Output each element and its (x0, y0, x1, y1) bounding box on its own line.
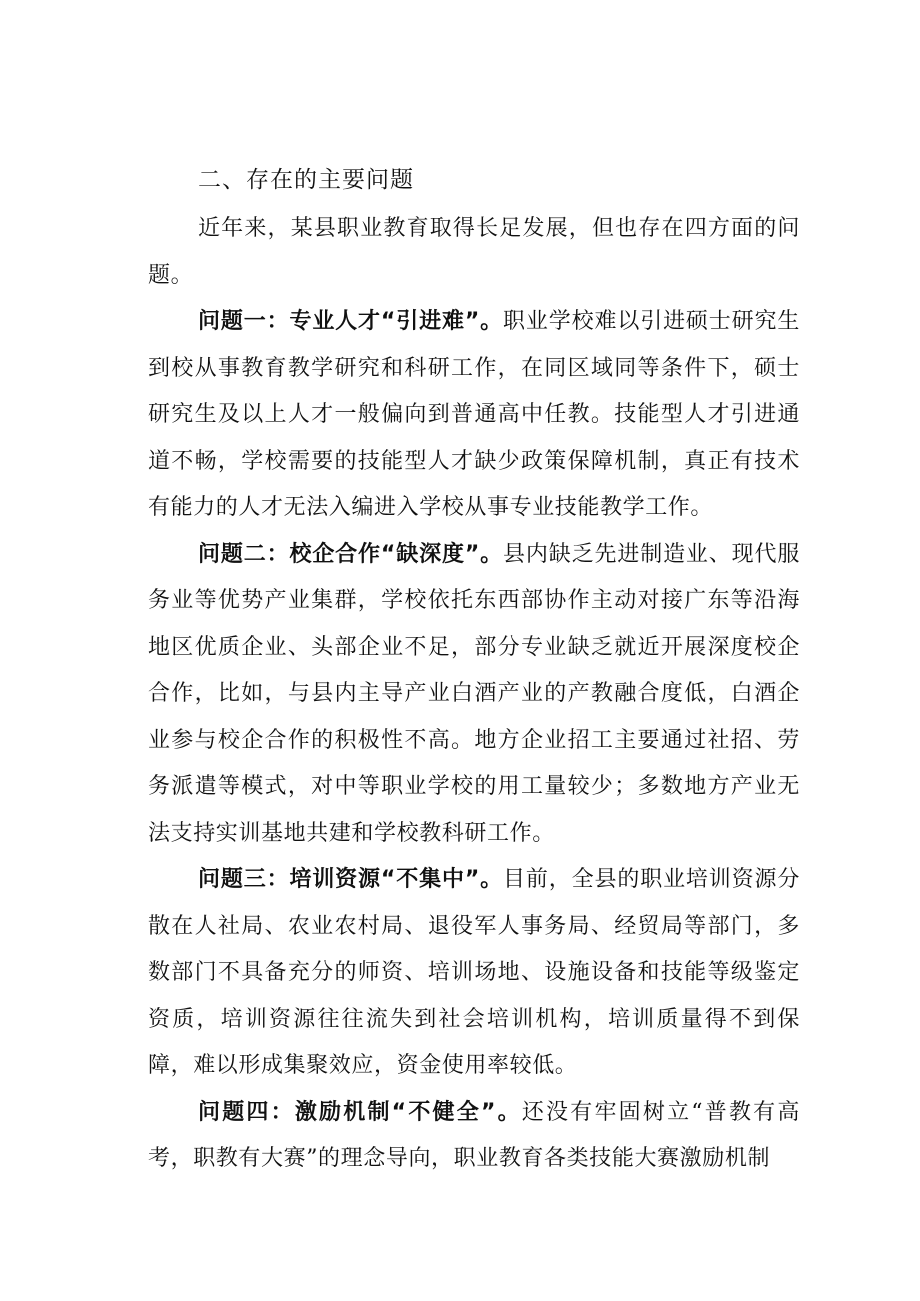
issue-paragraph-4 (148, 1090, 800, 1183)
issue-lead-2: 问题二：校企合作“缺深度”。 (198, 541, 504, 567)
issue-body-2: 县内缺乏先进制造业、现代服务业等优势产业集群，学校依托东西部协作主动对接广东等沿海地区优质企业、头部企业不足，部分专业缺乏就近开展深度校企合作，比如，与县内主导产业白酒产业的产教融合度低，白酒企业参与校企合作的积极性不高。地方企业招工主要通过社招、劳务派遣等模式，对中等职业学校的用工量较少；多数地方产业无法支持实训基地共建和学校教科研工作。 (148, 541, 800, 846)
issue-body-3: 目前，全县的职业培训资源分散在人社局、农业农村局、退役军人事务局、经贸局等部门，多数部门不具备充分的师资、培训场地、设施设备和技能等级鉴定资质，培训资源往往流失到社会培训机构，培训质量得不到保障，难以形成集聚效应，资金使用率较低。 (148, 867, 800, 1078)
issue-lead-3: 问题三：培训资源“不集中”。 (198, 867, 504, 892)
intro-paragraph: 近年来，某县职业教育取得长足发展，但也存在四方面的问题。 (148, 216, 800, 288)
issue-paragraph-3 (148, 857, 800, 1090)
issue-body-1: 职业学校难以引进硕士研究生到校从事教育教学研究和科研工作，在同区域同等条件下，硕士研究生及以上人才一般偏向到普通高中任教。技能型人才引进通道不畅，学校需要的技能型人才缺少政策保障机制，真正有技术有能力的人才无法入编进入学校从事专业技能教学工作。 (148, 309, 800, 520)
issue-paragraph-2 (148, 532, 800, 858)
section-heading: 二、存在的主要问题 (198, 167, 414, 193)
issue-lead-4: 问题四：激励机制“不健全”。 (198, 1099, 522, 1125)
issue-paragraph-1 (148, 299, 800, 532)
issue-body-4: 还没有牢固树立“普教有高考，职教有大赛”的理念导向，职业教育各类技能大赛激励机制 (148, 1099, 800, 1171)
document-body (148, 160, 800, 1183)
issue-lead-1: 问题一：专业人才“引进难”。 (198, 309, 504, 334)
